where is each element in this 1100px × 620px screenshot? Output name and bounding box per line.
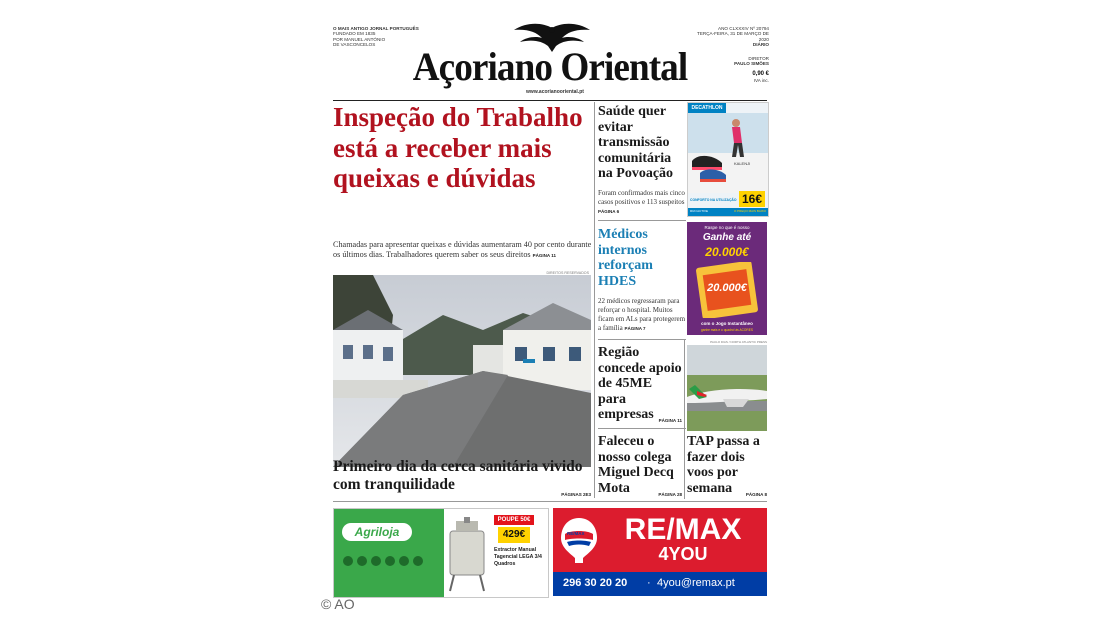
director-label: DIRETOR [748,55,769,61]
story3-page-ref: PÁGINA 11 [658,418,682,423]
scratch-card-amount: 20.000€ [707,282,747,294]
bottom-rule [333,501,767,502]
newspaper-title: Açoriano Oriental [412,44,688,89]
remax-ad[interactable] [553,508,767,596]
remax-phone[interactable]: 296 30 20 20 [563,577,628,589]
agriloja-category-icons [342,553,432,575]
lottery-line2: Ganhe até [702,232,752,243]
tap-photo-credit: PAULO DIAS / NORTH ATLANTIC PRESS [710,340,767,344]
story2-headline[interactable]: Médicos internos reforçam HDES [598,227,653,289]
photo-credit: DIREITOS RESERVADOS [546,271,589,275]
story2-summary-text: 22 médicos regressaram para reforçar o hospital. Muitos ficam em ALs para protegerem a família [598,297,686,332]
remax-balloon-text: RE/MAX [567,531,585,536]
divider [598,428,686,429]
agriloja-logo: Agriloja [342,523,412,541]
agriloja-product: Extractor Manual Tagencial LEGA 3/4 Quadros [494,547,542,567]
frequency-line: DIÁRIO [752,42,769,48]
website-url[interactable]: www.acorianooriental.pt [526,89,584,95]
story3-headline[interactable]: Região concede apoio de 45ME para empresas [598,345,682,423]
remax-balloon-icon [559,516,599,564]
runner-and-shoes-image [688,113,768,193]
lottery-amount: 20.000€ [705,245,749,259]
decathlon-logo: DECATHLON [688,103,726,113]
newspaper-front-page [327,14,773,610]
agriloja-ad[interactable] [333,508,549,598]
story1-page-ref: PÁGINA 6 [598,209,620,214]
lead-summary [333,240,593,262]
story1-summary-text: Foram confirmados mais cinco casos positivos e 113 suspeitos [598,189,685,206]
decathlon-ad[interactable] [687,102,769,217]
photo-story-page-ref: PÁGINAS 2E3 [561,492,591,497]
story5-page-ref: PÁGINA 8 [745,492,767,497]
lottery-bottom: com o Jogo Instantâneo [701,321,753,326]
masthead-left-line: FUNDADO EM 1835 [333,31,376,37]
airplane-photo [687,345,767,431]
divider [598,339,686,340]
edition-line: ANO CLXXXIV Nº 20794 [718,26,769,31]
contact-separator: · [647,577,651,589]
remax-office: 4YOU [658,544,708,564]
story2-page-ref: PÁGINA 7 [624,326,646,331]
masthead-left-info [333,26,423,48]
decathlon-footer [688,208,768,216]
shoe-model: KALENJI [734,161,751,166]
copyright-mark: © AO [321,596,355,612]
vat-note: IVA inc. [753,77,769,83]
column-divider [594,102,595,498]
agriloja-price: 429€ [498,527,530,543]
story4-page-ref: PÁGINA 28 [658,492,682,497]
masthead-rule [333,100,767,101]
masthead-left-line: POR MANUEL ANTÓNIO [333,36,386,42]
masthead-left-line: O MAIS ANTIGO JORNAL PORTUGUÊS [333,26,419,31]
director-name: PAULO SIMÕES [734,61,769,67]
decathlon-tag2: RUN ACTIVE [690,209,709,213]
date-line: TERÇA-FEIRA, 31 DE MARÇO DE 2020 [697,31,769,42]
lead-page-ref: PÁGINA 11 [532,253,557,259]
divider [598,220,686,221]
lead-summary-text: Chamadas para apresentar queixas e dúvidas aumentaram 40 por cento durante os últimos dias. Trabalhadores querem saber os seus direitos [333,240,592,260]
price: 0,90 € [752,71,769,78]
lottery-line1: Raspe no que é nosso [704,225,750,230]
remax-email[interactable]: 4you@remax.pt [657,577,735,589]
photo-story-headline[interactable]: Primeiro dia da cerca sanitária vivido com tranquilidade [333,458,583,493]
lottery-bottom2: ganhe mais e o quadro! às ACORES [701,328,753,332]
remax-logo: RE/MAX [624,513,742,546]
masthead-left-line: DE VASCONCELOS [333,42,376,48]
story1-headline[interactable]: Saúde quer evitar transmissão comunitária na Povoação [598,104,674,182]
decathlon-tag3: O PREÇO MAIS BAIXO [733,209,766,213]
agriloja-promo: POUPE 50€ [494,515,534,525]
decathlon-price: 16€ [739,191,765,207]
street-photo [333,275,591,467]
lottery-ad[interactable] [687,222,767,335]
remax-contact-bar [553,572,767,596]
story5-headline[interactable]: TAP passa a fazer dois voos por semana [687,434,760,496]
column-divider [684,339,685,499]
story4-headline[interactable]: Faleceu o nosso colega Miguel Decq Mota [598,434,674,496]
lead-headline[interactable]: Inspeção do Trabalho está a receber mais queixas e dúvidas [333,102,583,194]
story1-summary [598,189,686,216]
decathlon-tag: CONFORTO NA UTILIZAÇÃO [690,198,737,202]
honey-extractor-image [442,517,492,593]
story2-summary [598,297,686,333]
masthead-right-info [689,26,769,83]
